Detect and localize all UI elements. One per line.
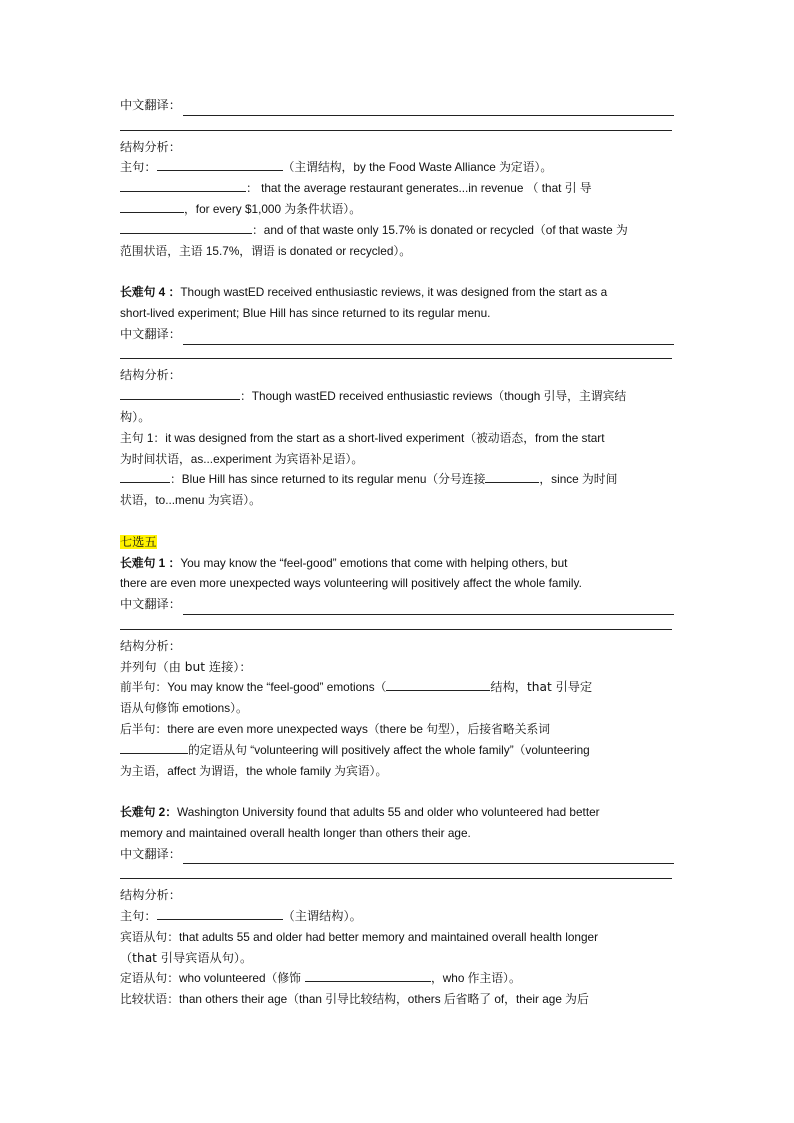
translation-blank[interactable] [183, 849, 674, 864]
attributive-clause-line [120, 968, 674, 989]
front-half-line-2: 语从句修饰 emotions）。 [120, 701, 248, 716]
clause-bluehill-line [120, 469, 674, 490]
compound-sentence-line: 并列句（由 but 连接）： [120, 659, 252, 674]
translation-blank-line[interactable] [120, 345, 674, 366]
main-clause-line [120, 906, 674, 927]
front-half-line [120, 677, 674, 698]
translation-row [120, 844, 674, 865]
translation-row [120, 95, 674, 116]
front-half-blank[interactable] [386, 677, 490, 691]
back-half-text-2: 的定语从句 “volunteering will positively affect the whole family”（volunteering [188, 742, 590, 757]
sentence-1-title: 长难句 1 ： [120, 555, 181, 570]
sentence-2-line-1 [120, 802, 674, 823]
clause-that-line-2 [120, 199, 674, 220]
comparative-line: 比较状语：than others their age（than 引导比较结构，others 后省略了 of，their age 为后 [120, 992, 589, 1007]
main-clause-note: （主谓结构，by the Food Waste Alliance 为定语）。 [282, 160, 553, 175]
clause-though-line-2: 构）。 [120, 409, 151, 424]
back-half-line-2 [120, 740, 674, 761]
translation-row [120, 324, 674, 345]
object-clause-line: 宾语从句：that adults 55 and older had better memory and maintained overall health longer [120, 929, 599, 944]
main-clause-blank[interactable] [157, 157, 283, 171]
clause-that-blank[interactable] [120, 178, 246, 192]
sentence-2-title: 长难句 2： [120, 805, 178, 820]
back-half-line-3: 为主语，affect 为谓语，the whole family 为宾语）。 [120, 763, 388, 778]
clause-waste-blank[interactable] [120, 220, 252, 234]
translation-blank[interactable] [183, 101, 674, 116]
clause-bluehill-connector-blank[interactable] [485, 469, 539, 483]
object-clause-line-2: （that 引导宾语从句）。 [120, 950, 253, 965]
main-clause-blank[interactable] [157, 906, 283, 920]
main-clause-1-line-2: 为时间状语，as...experiment 为宾语补足语）。 [120, 451, 364, 466]
clause-bluehill-blank[interactable] [120, 469, 170, 483]
clause-that-text: ： that the average restaurant generates...in revenue （ that 引 导 [246, 181, 592, 196]
structure-label: 结构分析： [120, 888, 181, 903]
sentence-2-text-1: Washington University found that adults 55 and older who volunteered had better [177, 805, 600, 820]
structure-label: 结构分析： [120, 638, 181, 653]
main-clause-1-line: 主句 1：it was designed from the start as a short-lived experiment（被动语态，from the start [120, 430, 605, 445]
main-clause-label: 主句： [120, 909, 157, 924]
front-half-text: 前半句：You may know the “feel-good” emotions（ [120, 680, 387, 695]
back-half-line: 后半句：there are even more unexpected ways（there be 句型），后接省略关系词 [120, 721, 551, 736]
clause-though-line [120, 386, 674, 407]
clause-bluehill-line-2: 状语，to...menu 为宾语）。 [120, 493, 261, 508]
sentence-4-title: 长难句 4 ： [120, 285, 181, 300]
clause-bluehill-text: ：Blue Hill has since returned to its regular menu（分号连接 [170, 472, 486, 487]
main-clause-line [120, 157, 674, 178]
clause-waste-text: ：and of that waste only 15.7% is donated or recycled（of that waste 为 [252, 222, 628, 237]
section-tag: 七选五 [120, 534, 157, 549]
attributive-clause-text-2: ，who 作主语）。 [430, 971, 521, 986]
translation-label: 中文翻译： [120, 846, 181, 861]
sentence-1-text-1: You may know the “feel-good” emotions that come with helping others, but [180, 555, 568, 570]
translation-blank-line[interactable] [120, 116, 674, 137]
main-clause-label: 主句： [120, 160, 157, 175]
clause-that-intro-blank[interactable] [120, 199, 184, 213]
back-half-blank[interactable] [120, 740, 188, 754]
sentence-2-line-2: memory and maintained overall health longer than others their age. [120, 825, 471, 840]
main-clause-note: （主谓结构）。 [282, 909, 362, 924]
translation-row [120, 594, 674, 615]
sentence-1-line-2: there are even more unexpected ways volunteering will positively affect the whole family. [120, 576, 582, 591]
clause-waste-line-2: 范围状语，主语 15.7%，谓语 is donated or recycled）。 [120, 243, 412, 258]
clause-that-text-2: ，for every $1,000 为条件状语）。 [184, 201, 362, 216]
sentence-4-text-1: Though wastED received enthusiastic reviews, it was designed from the start as a [180, 285, 608, 300]
sentence-4-line-1 [120, 282, 674, 303]
translation-blank[interactable] [183, 330, 674, 345]
translation-blank-line[interactable] [120, 615, 674, 636]
clause-though-text: ：Though wastED received enthusiastic reviews（though 引导，主谓宾结 [240, 389, 627, 404]
translation-label: 中文翻译： [120, 597, 181, 612]
structure-label: 结构分析： [120, 139, 181, 154]
clause-that-line [120, 178, 674, 199]
translation-label: 中文翻译： [120, 326, 181, 341]
section-tag-line [120, 532, 674, 553]
document-page [120, 95, 674, 1010]
translation-label: 中文翻译： [120, 98, 181, 112]
clause-waste-line [120, 220, 674, 241]
front-half-text-2: 结构，that 引导定 [490, 680, 593, 695]
sentence-1-line-1 [120, 553, 674, 574]
translation-blank-line[interactable] [120, 864, 674, 885]
translation-blank[interactable] [183, 600, 674, 615]
structure-label: 结构分析： [120, 368, 181, 383]
attributive-clause-blank[interactable] [305, 968, 431, 982]
clause-though-blank[interactable] [120, 386, 240, 400]
clause-bluehill-text-2: ，since 为时间 [539, 472, 618, 487]
sentence-4-line-2: short-lived experiment; Blue Hill has since returned to its regular menu. [120, 305, 491, 320]
attributive-clause-text: 定语从句：who volunteered（修饰 [120, 971, 301, 986]
